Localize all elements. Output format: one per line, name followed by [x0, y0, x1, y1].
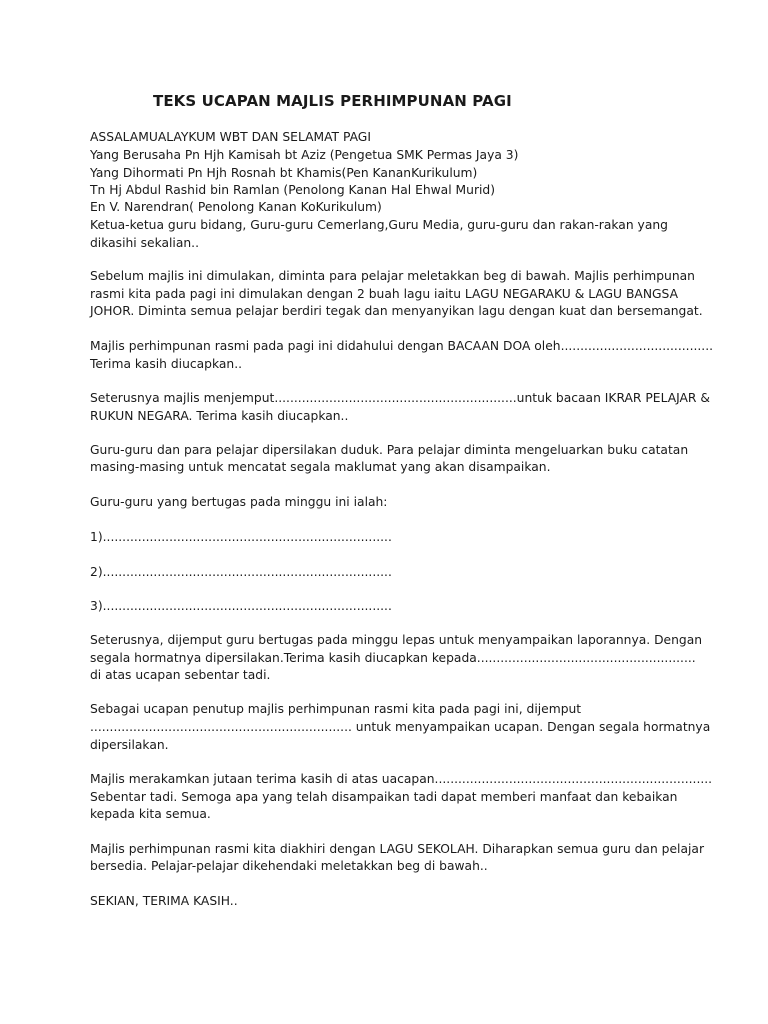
- text-line: Tn Hj Abdul Rashid bin Ramlan (Penolong Kanan Hal Ehwal Murid): [90, 183, 496, 197]
- text-line: dipersilakan.: [90, 738, 169, 752]
- text-line: kepada kita semua.: [90, 807, 211, 821]
- text-line: Terima kasih diucapkan..: [90, 357, 243, 371]
- text-line: segala hormatnya dipersilakan.Terima kasih diucapkan kepada........................................................: [90, 651, 696, 665]
- list-item: 1)..........................................................................: [90, 530, 392, 544]
- text-line: dikasihi sekalian..: [90, 236, 199, 250]
- text-line: Ketua-ketua guru bidang, Guru-guru Cemerlang,Guru Media, guru-guru dan rakan-rakan yang: [90, 218, 668, 232]
- text-line: ASSALAMUALAYKUM WBT DAN SELAMAT PAGI: [90, 130, 371, 144]
- document-title: TEKS UCAPAN MAJLIS PERHIMPUNAN PAGI: [153, 92, 512, 110]
- text-line: Yang Berusaha Pn Hjh Kamisah bt Aziz (Pengetua SMK Permas Jaya 3): [90, 148, 519, 162]
- text-line: Guru-guru yang bertugas pada minggu ini ialah:: [90, 495, 388, 509]
- text-line: JOHOR. Diminta semua pelajar berdiri tegak dan menyanyikan lagu dengan kuat dan bersemangat.: [90, 304, 703, 318]
- text-line: RUKUN NEGARA. Terima kasih diucapkan..: [90, 409, 349, 423]
- text-line: Sebentar tadi. Semoga apa yang telah disampaikan tadi dapat memberi manfaat dan kebaikan: [90, 790, 678, 804]
- list-item: 2)..........................................................................: [90, 565, 392, 579]
- text-line: bersedia. Pelajar-pelajar dikehendaki meletakkan beg di bawah..: [90, 859, 488, 873]
- text-line: Majlis merakamkan jutaan terima kasih di atas uacapan.......................................................................: [90, 772, 713, 786]
- text-line: di atas ucapan sebentar tadi.: [90, 668, 271, 682]
- text-line: SEKIAN, TERIMA KASIH..: [90, 894, 238, 908]
- text-line: Yang Dihormati Pn Hjh Rosnah bt Khamis(Pen KananKurikulum): [90, 166, 478, 180]
- text-line: rasmi kita pada pagi ini dimulakan dengan 2 buah lagu iaitu LAGU NEGARAKU & LAGU BANGSA: [90, 287, 678, 301]
- text-line: Guru-guru dan para pelajar dipersilakan duduk. Para pelajar diminta mengeluarkan buku catatan: [90, 443, 689, 457]
- text-line: Majlis perhimpunan rasmi kita diakhiri dengan LAGU SEKOLAH. Diharapkan semua guru dan pelajar: [90, 842, 705, 856]
- text-line: masing-masing untuk mencatat segala maklumat yang akan disampaikan.: [90, 460, 551, 474]
- text-line: Seterusnya, dijemput guru bertugas pada minggu lepas untuk menyampaikan laporannya. Dengan: [90, 633, 703, 647]
- text-line: ................................................................... untuk menyampaikan ucapan. Dengan segala hormatnya: [90, 720, 711, 734]
- list-item: 3)..........................................................................: [90, 599, 392, 613]
- text-line: Majlis perhimpunan rasmi pada pagi ini didahului dengan BACAAN DOA oleh.......................................: [90, 339, 714, 353]
- text-line: Sebelum majlis ini dimulakan, diminta para pelajar meletakkan beg di bawah. Majlis perhimpunan: [90, 269, 695, 283]
- text-line: Seterusnya majlis menjemput..............................................................untuk bacaan IKRAR PELAJAR &: [90, 391, 710, 405]
- text-line: Sebagai ucapan penutup majlis perhimpunan rasmi kita pada pagi ini, dijemput: [90, 702, 582, 716]
- text-line: En V. Narendran( Penolong Kanan KoKurikulum): [90, 200, 382, 214]
